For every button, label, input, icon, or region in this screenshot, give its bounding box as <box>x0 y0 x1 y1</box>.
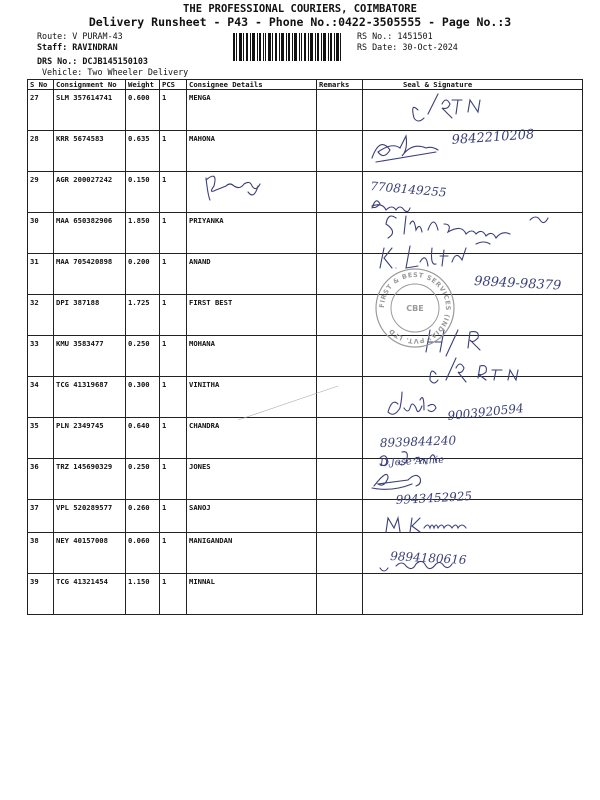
cell-signature <box>363 377 583 418</box>
cell-remarks <box>317 295 363 336</box>
table-row <box>28 500 583 533</box>
cell-consignment: KRR 5674583 <box>54 131 126 172</box>
cell-remarks <box>317 418 363 459</box>
cell-pcs: 1 <box>160 418 187 459</box>
cell-remarks <box>317 90 363 131</box>
cell-consignment: DPI 387188 <box>54 295 126 336</box>
cell-consignee: MANIGANDAN <box>187 533 317 574</box>
table-row <box>28 377 583 418</box>
runsheet-table <box>27 79 583 615</box>
vehicle: Vehicle: Two Wheeler Delivery <box>42 67 189 77</box>
table-row <box>28 172 583 213</box>
stamp-center-text: CBE <box>406 304 424 313</box>
cell-pcs: 1 <box>160 459 187 500</box>
handwritten-phone: 8939844240 <box>379 433 457 450</box>
cell-weight: 0.635 <box>126 131 160 172</box>
cell-sno: 31 <box>28 254 54 295</box>
cell-sno: 37 <box>28 500 54 533</box>
table-row <box>28 213 583 254</box>
cell-pcs: 1 <box>160 131 187 172</box>
cell-remarks <box>317 131 363 172</box>
table-row <box>28 295 583 336</box>
table-row <box>28 533 583 574</box>
table-row <box>28 418 583 459</box>
cell-pcs: 1 <box>160 500 187 533</box>
cell-remarks <box>317 533 363 574</box>
cell-consignee: PRIYANKA <box>187 213 317 254</box>
cell-remarks <box>317 336 363 377</box>
drs-number: DRS No.: DCJB145150103 <box>37 56 148 66</box>
table-row <box>28 336 583 377</box>
cell-consignee: MAHONA <box>187 131 317 172</box>
company-title: THE PROFESSIONAL COURIERS, COIMBATORE <box>183 3 417 15</box>
cell-weight: 0.150 <box>126 172 160 213</box>
cell-weight: 0.060 <box>126 533 160 574</box>
cell-remarks <box>317 254 363 295</box>
table-row <box>28 254 583 295</box>
cell-consignee: VINITHA <box>187 377 317 418</box>
cell-remarks <box>317 500 363 533</box>
cell-weight: 0.600 <box>126 90 160 131</box>
cell-remarks <box>317 574 363 615</box>
table-row <box>28 459 583 500</box>
cell-consignee: JONES <box>187 459 317 500</box>
cell-signature <box>363 418 583 459</box>
cell-consignment: KMU 3583477 <box>54 336 126 377</box>
cell-consignment: PLN 2349745 <box>54 418 126 459</box>
table-row <box>28 90 583 131</box>
col-sno: S No <box>28 80 54 90</box>
table-row <box>28 131 583 172</box>
route: Route: V PURAM-43 <box>37 31 123 41</box>
cell-pcs: 1 <box>160 90 187 131</box>
cell-consignee: SANOJ <box>187 500 317 533</box>
handwritten-phone: 9894180616 <box>389 549 467 567</box>
cell-remarks <box>317 459 363 500</box>
cell-signature <box>363 336 583 377</box>
cell-sno: 39 <box>28 574 54 615</box>
handwritten-phone: 9003920594 <box>446 401 525 423</box>
cell-sno: 32 <box>28 295 54 336</box>
cell-sno: 38 <box>28 533 54 574</box>
cell-consignee: CHANDRA <box>187 418 317 459</box>
cell-consignment: MAA 705420898 <box>54 254 126 295</box>
cell-consignee: FIRST BEST <box>187 295 317 336</box>
barcode <box>233 33 341 61</box>
cell-pcs: 1 <box>160 172 187 213</box>
cell-signature <box>363 90 583 131</box>
cell-signature <box>363 213 583 254</box>
cell-consignment: SLM 357614741 <box>54 90 126 131</box>
cell-weight: 0.300 <box>126 377 160 418</box>
cell-consignment: TRZ 145690329 <box>54 459 126 500</box>
cell-sno: 36 <box>28 459 54 500</box>
cell-signature <box>363 131 583 172</box>
cell-signature <box>363 459 583 500</box>
handwritten-phone: 7708149255 <box>369 179 448 200</box>
cell-weight: 1.150 <box>126 574 160 615</box>
cell-signature <box>363 500 583 533</box>
handwritten-phone: 98949-98379 <box>473 274 562 294</box>
cell-weight: 1.725 <box>126 295 160 336</box>
cell-pcs: 1 <box>160 254 187 295</box>
table-row <box>28 574 583 615</box>
cell-pcs: 1 <box>160 377 187 418</box>
cell-weight: 0.260 <box>126 500 160 533</box>
cell-consignment: AGR 200027242 <box>54 172 126 213</box>
col-consignment: Consignment No <box>54 80 126 90</box>
col-pcs: PCS <box>160 80 187 90</box>
cell-remarks <box>317 377 363 418</box>
cell-pcs: 1 <box>160 213 187 254</box>
cell-signature <box>363 533 583 574</box>
cell-weight: 0.250 <box>126 336 160 377</box>
stamp-ring-text: FIRST & BEST SERVICES (INDIA) PVT. LTD <box>377 270 453 346</box>
cell-consignee: MOHANA <box>187 336 317 377</box>
cell-pcs: 1 <box>160 336 187 377</box>
handwritten-phone: 9842210208 <box>451 127 535 148</box>
col-signature: Seal & Signature <box>363 80 583 90</box>
cell-sno: 27 <box>28 90 54 131</box>
col-remarks: Remarks <box>317 80 363 90</box>
cell-consignment: TCG 41319687 <box>54 377 126 418</box>
cell-consignment: TCG 41321454 <box>54 574 126 615</box>
cell-sno: 34 <box>28 377 54 418</box>
cell-consignee: MENGA <box>187 90 317 131</box>
cell-sno: 33 <box>28 336 54 377</box>
cell-signature <box>363 574 583 615</box>
cell-signature <box>363 254 583 295</box>
cell-remarks <box>317 172 363 213</box>
cell-consignment: NEY 40157008 <box>54 533 126 574</box>
cell-weight: 0.640 <box>126 418 160 459</box>
handwritten-name: D.Jose Annie <box>379 454 445 469</box>
cell-pcs: 1 <box>160 574 187 615</box>
cell-sno: 29 <box>28 172 54 213</box>
cell-consignee: MINNAL <box>187 574 317 615</box>
col-consignee: Consignee Details <box>187 80 317 90</box>
cell-weight: 1.850 <box>126 213 160 254</box>
cell-pcs: 1 <box>160 533 187 574</box>
cell-consignment: VPL 520289577 <box>54 500 126 533</box>
cell-remarks <box>317 213 363 254</box>
cell-pcs: 1 <box>160 295 187 336</box>
runsheet-subtitle: Delivery Runsheet - P43 - Phone No.:0422-3505555 - Page No.:3 <box>88 15 512 29</box>
handwritten-phone: 9943452925 <box>395 489 473 507</box>
cell-consignment: MAA 650382906 <box>54 213 126 254</box>
rs-date: RS Date: 30-Oct-2024 <box>357 42 458 52</box>
cell-sno: 28 <box>28 131 54 172</box>
cell-signature <box>363 295 583 336</box>
cell-weight: 0.250 <box>126 459 160 500</box>
cell-weight: 0.200 <box>126 254 160 295</box>
staff: Staff: RAVINDRAN <box>37 42 118 52</box>
col-weight: Weight <box>126 80 160 90</box>
rs-number: RS No.: 1451501 <box>357 31 433 41</box>
cell-sno: 35 <box>28 418 54 459</box>
cell-sno: 30 <box>28 213 54 254</box>
cell-consignee <box>187 172 317 213</box>
cell-consignee: ANAND <box>187 254 317 295</box>
table-header-row <box>28 80 583 90</box>
cell-signature <box>363 172 583 213</box>
